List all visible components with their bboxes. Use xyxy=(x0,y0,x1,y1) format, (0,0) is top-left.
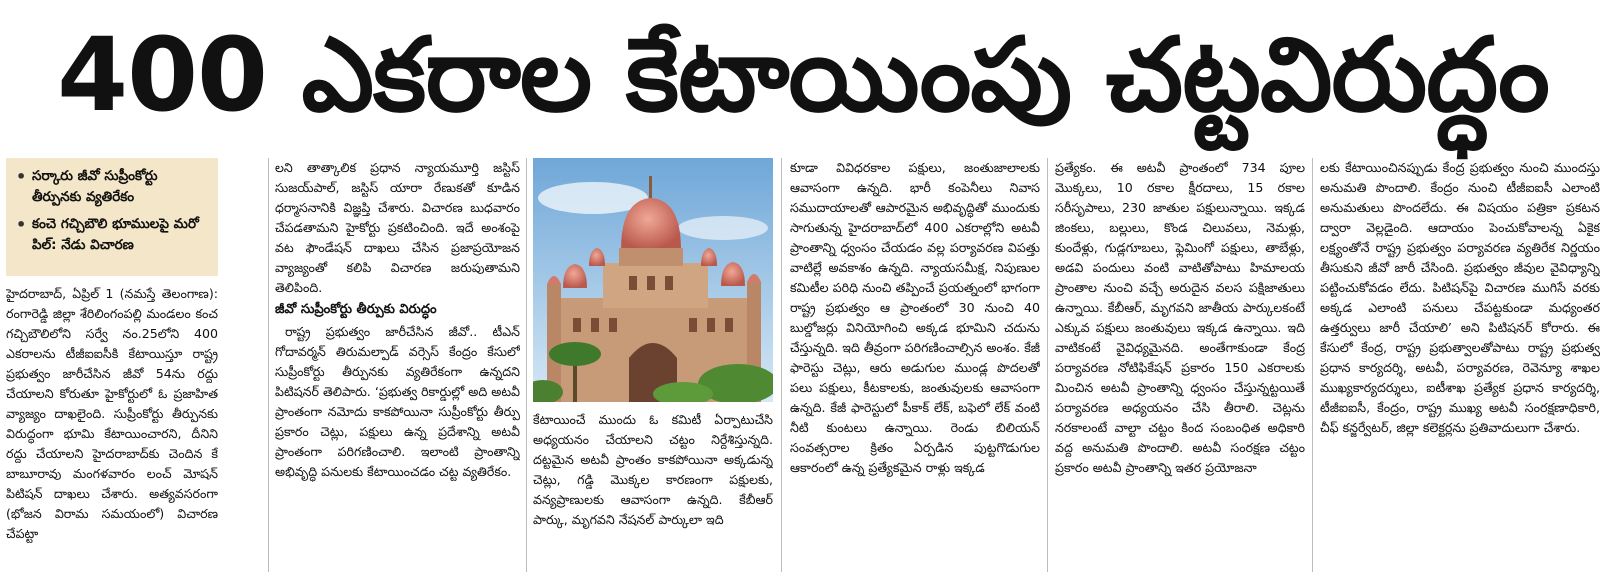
article-paragraph: రాష్ట్ర ప్రభుత్వం జారీచేసిన జీవో.. టీఎన్‌ గోదావర్మన్‌ తిరుమల్పాడ్‌ వర్సెస్‌ కేంద్రం కేసులో సుప్రీంకోర్టు తీర్పునకు వ్యతిరేకంగా ఉన్నదని పిటిషనర్‌ తెలిపారు. ‘ప్రభుత్వ రికార్డుల్లో అది అటవీ ప్రాంతంగా నమోదు కాకపోయినా సుప్రీంకోర్టు తీర్పు ప్రకారం చెట్లు, పక్షులు ఉన్న ప్రదేశాన్ని అటవీ ప్రాంతంగా పరిగణించాలి. ఇలాంటి ప్రాంతాన్ని అభివృద్ధి పనులకు కేటాయించడం చట్ట వ్యతిరేకం. xyxy=(275,324,520,479)
high-court-photo xyxy=(533,158,773,402)
article-paragraph: ప్రత్యేకం. ఈ అటవీ ప్రాంతంలో 734 పూల మొక్కలు, 10 రకాల క్షీరదాలు, 15 రకాల సరీసృపాలు, 230 జాతుల పక్షులున్నాయి. ఇక్కడ జింకలు, బల్లులు, కొండ చిలువలు, నెమళ్లు, కుందేళ్లు, గుడ్లగూబలు, ఫ్లెమింగో పక్షులు, తాబేళ్లు, అడవి పందులు వంటి వాటితోపాటు హిమాలయ ప్రాంతాల నుంచి వచ్చే అరుదైన వలస పక్షిజాతులు ఉన్నాయి. కేబీఆర్‌, మృగవని జాతీయ పార్కులకంటే ఎక్కువ పక్షులు జంతువులు ఇక్కడ ఉన్నాయి. ఇది వాటికంటే వైవిధ్యమైనది. అంతేగాకుండా కేంద్ర పర్యావరణ నోటిఫికేషన్‌ ప్రకారం 150 ఎకరాలకు మించిన అటవీ ప్రాంతాన్ని ధ్వంసం చేస్తున్నట్టయితే పర్యావరణ అధ్యయనం చేసి తీరాలి. చెట్లను నరకాలంటే వాల్టా చట్టం కింద సంబంధిత అధికారి వద్ద అనుమతి పొందాలి. అటవీ సంరక్షణ చట్టం ప్రకారం అటవీ ప్రాంతాన్ని ఇతర ప్రయోజనా xyxy=(1055,160,1305,475)
column-divider xyxy=(1312,158,1313,572)
article-column-6 xyxy=(1320,158,1600,572)
article-paragraph: హైదరాబాద్‌, ఏప్రిల్‌ 1 (నమస్తే తెలంగాణ): రంగారెడ్డి జిల్లా శేరిలింగంపల్లి మండలం కంచ గచ్చిబౌలిలోని సర్వే నం.25లోని 400 ఎకరాలను టీజీఐఐసీకి కేటాయిస్తూ రాష్ట్ర ప్రభుత్వం జారీచేసిన జీవో 54ను రద్దు చేయాలని కోరుతూ హైకోర్టులో ఓ ప్రజాహిత వ్యాజ్యం దాఖలైంది. సుప్రీంకోర్టు తీర్పునకు విరుద్ధంగా భూమి కేటాయించారని, దీనిని రద్దు చేయాలని హైదరాబాద్‌కు చెందిన కే బాబూరావు మంగళవారం లంచ్‌ మోషన్‌ పిటిషన్‌ దాఖలు చేశారు. అత్యవసరంగా (భోజన విరామ సమయంలో) విచారణ చేపట్టా xyxy=(6,286,218,541)
headline: 400 ఎకరాల కేటాయింపు చట్టవిరుద్ధం xyxy=(57,16,1549,135)
article-paragraph: కూడా వివిధరకాల పక్షులు, జంతుజాలాలకు ఆవాసంగా ఉన్నది. భారీ కంపెనీలు నివాస సముదాయాలతో ఆపారమైన అభివృద్ధితో ముందుకు సాగుతున్న హైదరాబాద్‌లో 400 ఎకరాల్లోని అటవీ ప్రాంతాన్ని ధ్వంసం చేయడం వల్ల పర్యావరణ విపత్తు వాటిల్లే అవకాశం ఉన్నది. న్యాయసమీక్ష, నిపుణుల కమిటీల పరిధి నుంచి తప్పించే ప్రయత్నంలో భాగంగా రాష్ట్ర ప్రభుత్వం ఆ ప్రాంతంలో 30 నుంచి 40 బుల్డోజర్లు వినియోగించి అక్కడ భూమిని చదును చేస్తున్నది. ఇది తీవ్రంగా పరిగణించాల్సిన అంశం. కేజీ ఫారెస్టు చెట్లు, ఆరు అడుగుల ముండ్ల పొదలతో పలు పక్షులు, కీటకాలకు, జంతువులకు ఆవాసంగా ఉన్నది. కేజీ ఫారెస్టులో పీకాక్‌ లేక్‌, బఫెలో లేక్‌ వంటి నీటి కుంటలు ఉన్నాయి. రెండు బిలియన్‌ సంవత్సరాల క్రితం ఏర్పడిన పుట్టగొడుగుల ఆకారంలో ఉన్న ప్రత్యేకమైన రాళ్లు ఇక్కడ xyxy=(790,160,1040,475)
column-divider xyxy=(781,158,782,572)
article-column-5 xyxy=(1055,158,1305,572)
highlights-list xyxy=(14,166,210,256)
article-paragraph: లకు కేటాయించినప్పుడు కేంద్ర ప్రభుత్వం నుంచి ముందస్తు అనుమతి పొందాలి. కేంద్రం నుంచి టీజీఐఐసీ ఎలాంటి అనుమతులు పొందలేదు. ఈ విషయం పత్రికా ప్రకటన ద్వారా వెల్లడైంది. ఆదాయం పెంచుకోవాలన్న ఏకైక లక్ష్యంతోనే రాష్ట్ర ప్రభుత్వం పర్యావరణ వ్యతిరేక నిర్ణయం తీసుకుని జీవో జారీ చేసింది. ప్రభుత్వం జీవుల వైవిధ్యాన్ని పట్టించుకోవడం లేదు. పిటిషన్‌పై విచారణ ముగిసే వరకు అక్కడ ఎలాంటి పనులు చేపట్టకుండా మధ్యంతర ఉత్తర్వులు జారీ చేయాలి’ అని పిటిషనర్‌ కోరారు. ఈ కేసులో కేంద్ర, రాష్ట్ర ప్రభుత్వాలతోపాటు రాష్ట్ర ప్రభుత్వ ప్రధాన కార్యదర్శి, అటవీ, పర్యావరణ, రెవెన్యూ శాఖల ముఖ్యకార్యదర్శులు, ఐటీశాఖ ప్రత్యేక ప్రధాన కార్యదర్శి, టీజీఐఐసీ, కేంద్రం, రాష్ట్ర ముఖ్య అటవీ సంరక్షణాధికారి, చీఫ్‌ కన్జర్వేటర్‌, జిల్లా కలెక్టర్లను ప్రతివాదులుగా చేశారు. xyxy=(1320,160,1600,435)
article-column-3 xyxy=(533,410,773,574)
highlight-item: • సర్కారు జీవో సుప్రీంకోర్టు తీర్పునకు వ్యతిరేకం xyxy=(14,166,210,208)
article-paragraph: కేటాయించే ముందు ఓ కమిటీ ఏర్పాటుచేసి అధ్యయనం చేయాలని చట్టం నిర్దేశిస్తున్నది. దట్టమైన అటవీ ప్రాంతం కాకపోయినా అక్కడున్న చెట్లు, గడ్డి మొక్కల కారణంగా పక్షులకు, వన్యప్రాణులకు ఆవాసంగా ఉన్నది. కేబీఆర్‌ పార్కు, మృగవని నేషనల్‌ పార్కులా ఇది xyxy=(533,412,773,527)
highlights-box xyxy=(6,158,218,276)
article-column-4 xyxy=(790,158,1040,572)
article-column-2 xyxy=(275,158,520,572)
high-court-image xyxy=(533,158,773,402)
subheading: జీవో సుప్రీంకోర్టు తీర్పుకు విరుద్ధం xyxy=(275,302,437,317)
column-divider xyxy=(526,158,527,572)
column-divider xyxy=(1047,158,1048,572)
highlight-item: • కంచె గచ్చిబౌలి భూములపై మరో పిల్‌: నేడు విచారణ xyxy=(14,214,210,256)
article-paragraph: లని తాత్కాలిక ప్రధాన న్యాయమూర్తి జస్టిస్‌ సుజయ్‌పాల్‌, జస్టిస్‌ యారా రేణుకతో కూడిన ధర్మాసనానికి విజ్ఞప్తి చేశారు. విచారణ బుధవారం చేపడతామని హైకోర్టు ప్రకటించింది. ఇదే అంశంపై వట ఫౌండేషన్‌ దాఖలు చేసిన ప్రజాప్రయోజన వ్యాజ్యంతో కలిపి విచారణ జరుపుతామని తెలిపింది. xyxy=(275,160,520,295)
headline-banner xyxy=(0,0,1606,152)
column-divider xyxy=(268,158,269,572)
article-column-1 xyxy=(6,284,218,574)
